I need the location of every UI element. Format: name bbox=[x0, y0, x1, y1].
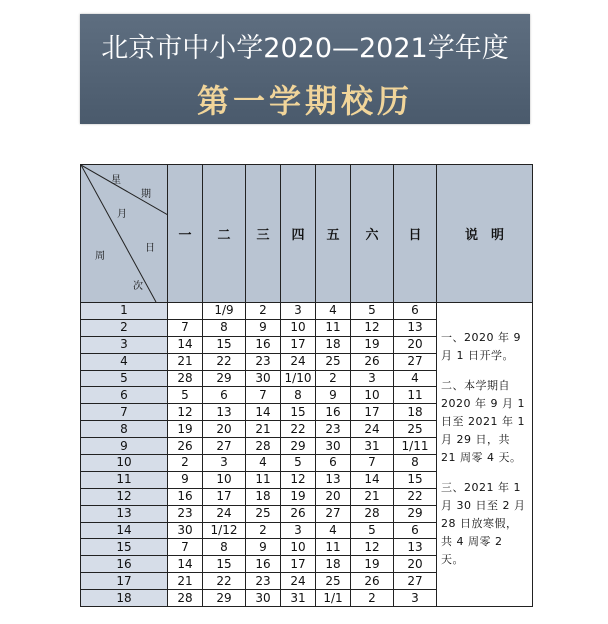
diag-label-ci: 次 bbox=[133, 281, 143, 292]
date-cell: 13 bbox=[394, 539, 437, 556]
date-cell: 12 bbox=[281, 471, 316, 488]
day-header-sat: 六 bbox=[351, 165, 394, 303]
date-cell: 5 bbox=[281, 455, 316, 472]
date-cell: 5 bbox=[351, 522, 394, 539]
date-cell: 18 bbox=[394, 404, 437, 421]
date-cell: 25 bbox=[316, 573, 351, 590]
date-cell: 4 bbox=[316, 522, 351, 539]
week-number-cell: 16 bbox=[81, 556, 168, 573]
date-cell: 7 bbox=[168, 319, 203, 336]
title-banner bbox=[80, 14, 530, 124]
date-cell: 27 bbox=[316, 505, 351, 522]
date-cell: 24 bbox=[203, 505, 246, 522]
date-cell: 20 bbox=[394, 336, 437, 353]
week-number-cell: 11 bbox=[81, 471, 168, 488]
day-header-fri: 五 bbox=[316, 165, 351, 303]
week-number-cell: 3 bbox=[81, 336, 168, 353]
week-number-cell: 8 bbox=[81, 421, 168, 438]
date-cell: 15 bbox=[203, 556, 246, 573]
week-number-cell: 6 bbox=[81, 387, 168, 404]
date-cell: 2 bbox=[316, 370, 351, 387]
date-cell: 3 bbox=[203, 455, 246, 472]
note-header: 说 明 bbox=[437, 165, 533, 303]
date-cell: 26 bbox=[168, 438, 203, 455]
date-cell: 6 bbox=[316, 455, 351, 472]
day-header-wed: 三 bbox=[246, 165, 281, 303]
date-cell: 14 bbox=[168, 556, 203, 573]
date-cell: 1/1 bbox=[316, 590, 351, 607]
week-number-cell: 14 bbox=[81, 522, 168, 539]
date-cell: 28 bbox=[246, 438, 281, 455]
date-cell: 10 bbox=[281, 319, 316, 336]
date-cell: 20 bbox=[316, 488, 351, 505]
date-cell: 23 bbox=[246, 353, 281, 370]
date-cell: 30 bbox=[246, 370, 281, 387]
date-cell: 3 bbox=[351, 370, 394, 387]
date-cell: 9 bbox=[316, 387, 351, 404]
date-cell: 16 bbox=[316, 404, 351, 421]
week-number-cell: 2 bbox=[81, 319, 168, 336]
date-cell: 5 bbox=[168, 387, 203, 404]
date-cell: 26 bbox=[281, 505, 316, 522]
date-cell: 26 bbox=[351, 573, 394, 590]
day-header-thu: 四 bbox=[281, 165, 316, 303]
date-cell: 6 bbox=[394, 522, 437, 539]
date-cell: 30 bbox=[316, 438, 351, 455]
date-cell: 2 bbox=[246, 303, 281, 320]
date-cell: 3 bbox=[281, 303, 316, 320]
date-cell: 9 bbox=[246, 539, 281, 556]
date-cell: 19 bbox=[351, 556, 394, 573]
day-header-sun: 日 bbox=[394, 165, 437, 303]
date-cell: 4 bbox=[246, 455, 281, 472]
date-cell: 27 bbox=[394, 573, 437, 590]
date-cell: 1/11 bbox=[394, 438, 437, 455]
date-cell: 20 bbox=[394, 556, 437, 573]
date-cell: 16 bbox=[246, 336, 281, 353]
date-cell: 3 bbox=[394, 590, 437, 607]
week-number-cell: 9 bbox=[81, 438, 168, 455]
date-cell: 13 bbox=[316, 471, 351, 488]
date-cell: 13 bbox=[203, 404, 246, 421]
date-cell: 30 bbox=[246, 590, 281, 607]
date-cell: 19 bbox=[281, 488, 316, 505]
date-cell: 1/12 bbox=[203, 522, 246, 539]
date-cell: 25 bbox=[394, 421, 437, 438]
banner-title: 北京市中小学2020—2021学年度 bbox=[101, 33, 509, 64]
week-number-cell: 17 bbox=[81, 573, 168, 590]
date-cell: 29 bbox=[203, 370, 246, 387]
date-cell: 12 bbox=[351, 319, 394, 336]
banner-subtitle: 第一学期校历 bbox=[196, 82, 413, 120]
date-cell: 27 bbox=[394, 353, 437, 370]
date-cell: 16 bbox=[246, 556, 281, 573]
date-cell: 21 bbox=[351, 488, 394, 505]
date-cell: 11 bbox=[316, 539, 351, 556]
date-cell: 10 bbox=[351, 387, 394, 404]
date-cell: 4 bbox=[316, 303, 351, 320]
date-cell: 8 bbox=[281, 387, 316, 404]
date-cell: 17 bbox=[203, 488, 246, 505]
date-cell: 8 bbox=[394, 455, 437, 472]
date-cell: 16 bbox=[168, 488, 203, 505]
header-row bbox=[81, 165, 533, 303]
note-paragraph: 二、本学期自 2020 年 9 月 1 日至 2021 年 1 月 29 日，共 21 周零 4 天。 bbox=[441, 378, 525, 464]
date-cell: 19 bbox=[351, 336, 394, 353]
diagonal-header-cell bbox=[81, 165, 168, 303]
date-cell: 11 bbox=[246, 471, 281, 488]
date-cell: 22 bbox=[203, 573, 246, 590]
diag-label-zhou: 周 bbox=[95, 251, 105, 262]
date-cell: 5 bbox=[351, 303, 394, 320]
date-cell: 7 bbox=[246, 387, 281, 404]
date-cell: 18 bbox=[316, 556, 351, 573]
week-number-cell: 15 bbox=[81, 539, 168, 556]
date-cell: 26 bbox=[351, 353, 394, 370]
date-cell: 17 bbox=[281, 556, 316, 573]
date-cell: 18 bbox=[316, 336, 351, 353]
date-cell: 9 bbox=[246, 319, 281, 336]
table-row bbox=[81, 303, 533, 320]
date-cell: 13 bbox=[394, 319, 437, 336]
note-paragraph: 一、2020 年 9 月 1 日开学。 bbox=[441, 330, 521, 362]
date-cell: 3 bbox=[281, 522, 316, 539]
diag-label-ri: 日 bbox=[145, 243, 155, 254]
date-cell: 17 bbox=[281, 336, 316, 353]
date-cell: 10 bbox=[203, 471, 246, 488]
week-number-cell: 18 bbox=[81, 590, 168, 607]
date-cell: 4 bbox=[394, 370, 437, 387]
date-cell: 8 bbox=[203, 319, 246, 336]
date-cell: 19 bbox=[168, 421, 203, 438]
date-cell: 25 bbox=[316, 353, 351, 370]
week-number-cell: 1 bbox=[81, 303, 168, 320]
date-cell: 2 bbox=[351, 590, 394, 607]
date-cell: 29 bbox=[394, 505, 437, 522]
date-cell: 11 bbox=[394, 387, 437, 404]
date-cell: 20 bbox=[203, 421, 246, 438]
notes-cell bbox=[437, 303, 533, 607]
date-cell: 30 bbox=[168, 522, 203, 539]
calendar-body bbox=[81, 303, 533, 607]
date-cell: 24 bbox=[281, 353, 316, 370]
day-header-mon: 一 bbox=[168, 165, 203, 303]
date-cell: 15 bbox=[394, 471, 437, 488]
date-cell: 12 bbox=[168, 404, 203, 421]
date-cell: 6 bbox=[203, 387, 246, 404]
date-cell: 22 bbox=[281, 421, 316, 438]
date-cell: 8 bbox=[203, 539, 246, 556]
day-header-tue: 二 bbox=[203, 165, 246, 303]
week-number-cell: 10 bbox=[81, 455, 168, 472]
week-number-cell: 7 bbox=[81, 404, 168, 421]
date-cell: 21 bbox=[246, 421, 281, 438]
date-cell: 10 bbox=[281, 539, 316, 556]
diag-label-xing: 星 bbox=[111, 175, 121, 186]
school-calendar-table bbox=[80, 164, 533, 607]
date-cell: 21 bbox=[168, 573, 203, 590]
date-cell: 29 bbox=[281, 438, 316, 455]
date-cell: 22 bbox=[394, 488, 437, 505]
date-cell: 12 bbox=[351, 539, 394, 556]
date-cell: 14 bbox=[168, 336, 203, 353]
date-cell: 7 bbox=[168, 539, 203, 556]
date-cell: 1/9 bbox=[203, 303, 246, 320]
week-number-cell: 12 bbox=[81, 488, 168, 505]
date-cell bbox=[168, 303, 203, 320]
date-cell: 23 bbox=[168, 505, 203, 522]
date-cell: 24 bbox=[281, 573, 316, 590]
date-cell: 14 bbox=[246, 404, 281, 421]
date-cell: 23 bbox=[246, 573, 281, 590]
date-cell: 1/10 bbox=[281, 370, 316, 387]
date-cell: 28 bbox=[168, 590, 203, 607]
date-cell: 23 bbox=[316, 421, 351, 438]
date-cell: 27 bbox=[203, 438, 246, 455]
date-cell: 28 bbox=[351, 505, 394, 522]
week-number-cell: 13 bbox=[81, 505, 168, 522]
date-cell: 17 bbox=[351, 404, 394, 421]
date-cell: 31 bbox=[281, 590, 316, 607]
week-number-cell: 4 bbox=[81, 353, 168, 370]
date-cell: 31 bbox=[351, 438, 394, 455]
date-cell: 9 bbox=[168, 471, 203, 488]
diagonal-lines bbox=[81, 165, 168, 302]
date-cell: 24 bbox=[351, 421, 394, 438]
date-cell: 21 bbox=[168, 353, 203, 370]
date-cell: 22 bbox=[203, 353, 246, 370]
date-cell: 6 bbox=[394, 303, 437, 320]
date-cell: 15 bbox=[203, 336, 246, 353]
date-cell: 2 bbox=[168, 455, 203, 472]
note-paragraph: 三、2021 年 1 月 30 日至 2 月 28 日放寒假，共 4 周零 2 天。 bbox=[441, 480, 526, 566]
date-cell: 15 bbox=[281, 404, 316, 421]
date-cell: 11 bbox=[316, 319, 351, 336]
date-cell: 25 bbox=[246, 505, 281, 522]
date-cell: 18 bbox=[246, 488, 281, 505]
date-cell: 7 bbox=[351, 455, 394, 472]
diag-label-yue: 月 bbox=[117, 209, 127, 220]
date-cell: 14 bbox=[351, 471, 394, 488]
date-cell: 2 bbox=[246, 522, 281, 539]
diag-label-qi: 期 bbox=[141, 189, 151, 200]
week-number-cell: 5 bbox=[81, 370, 168, 387]
date-cell: 29 bbox=[203, 590, 246, 607]
date-cell: 28 bbox=[168, 370, 203, 387]
